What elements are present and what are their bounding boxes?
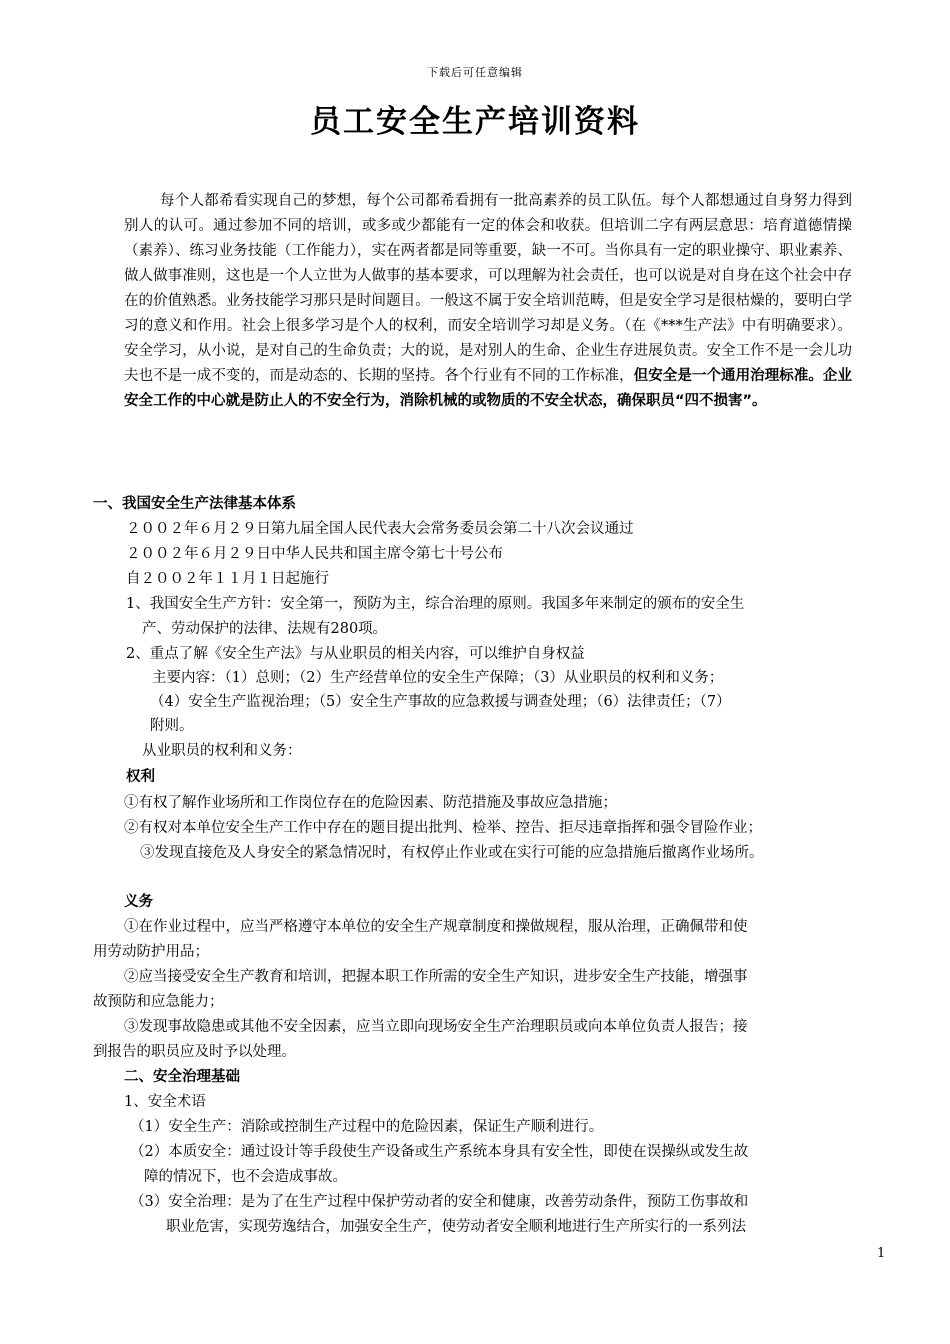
text-line: ２００２年６月２９日第九届全国人民代表大会常务委员会第二十八次会议通过 <box>126 521 634 537</box>
list-item: ②有权对本单位安全生产工作中存在的题目提出批判、检举、控告、拒尽违章指挥和强令冒险作业； <box>124 820 762 836</box>
list-item: 到报告的职员应及时予以处理。 <box>93 1044 296 1060</box>
intro-bold-text: 但安全是一个通用治理标准。企业安全工作的中心就是防止人的不安全行为，消除机械的或物质的不安全状态，确保职员“四不损害”。 <box>124 368 852 409</box>
section-heading: 二、安全治理基础 <box>124 1069 240 1085</box>
page-header: 下载后可任意编辑 <box>427 66 523 79</box>
list-item: ③发现事故隐患或其他不安全因素，应当立即向现场安全生产治理职员或向本单位负责人报告；接 <box>124 1019 748 1035</box>
text-line: ２００２年６月２９日中华人民共和国主席令第七十号公布 <box>126 546 503 562</box>
list-item: ①有权了解作业场所和工作岗位存在的危险因素、防范措施及事故应急措施； <box>124 795 617 811</box>
text-line: 1、安全术语 <box>124 1094 206 1110</box>
text-line: 2、重点了解《安全生产法》与从业职员的相关内容，可以维护自身权益 <box>126 646 585 662</box>
text-line: 1、我国安全生产方针：安全第一，预防为主，综合治理的原则。我国多年来制定的颁布的安全生 <box>126 596 745 612</box>
text-line: （4）安全生产监视治理；（5）安全生产事故的应急救援与调查处理；（6）法律责任；（7） <box>150 694 731 710</box>
section-heading: 一、我国安全生产法律基本体系 <box>93 496 296 512</box>
text-line: （1）安全生产：消除或控制生产过程中的危险因素，保证生产顺利进行。 <box>130 1119 604 1135</box>
text-line: 产、劳动保护的法律、法规有280项。 <box>142 621 388 637</box>
list-item: ①在作业过程中，应当严格遵守本单位的安全生产规章制度和操做规程，服从治理，正确佩带和使 <box>124 919 748 935</box>
list-item: 故预防和应急能力； <box>93 994 224 1010</box>
list-item: ③发现直接危及人身安全的紧急情况时，有权停止作业或在实行可能的应急措施后撤离作业场所。 <box>140 845 764 861</box>
document-title: 员工安全生产培训资料 <box>310 104 640 140</box>
page-number: 1 <box>877 1246 886 1261</box>
text-line: 障的情况下，也不会造成事故。 <box>144 1169 347 1185</box>
text-line: 自２００２年１１月１日起施行 <box>126 571 329 587</box>
list-item: 用劳动防护用品； <box>93 944 209 960</box>
intro-text: 每个人都希看实现自己的梦想，每个公司都希看拥有一批高素养的员工队伍。每个人都想通过自身努力得到别人的认可。通过参加不同的培训，或多或少都能有一定的体会和收获。但培训二字有两层意思：培育道德情操（素养）、练习业务技能（工作能力），实在两者都是同等重要，缺一不可。当你具有一定的职业操守、职业素养、做人做事准则，这也是一个人立世为人做事的基本要求，可以理解为社会责任，也可以说是对自身在这个社会中存在的价值熟悉。业务技能学习那只是时间题目。一般这不属于安全培训范畴，但是安全学习是很枯燥的，要明白学习的意义和作用。社会上很多学习是个人的权利，而安全培训学习却是义务。（在《***生产法》中有明确要求）。安全学习，从小说，是对自己的生命负责；大的说，是对别人的生命、企业生存进展负责。安全工作不是一会儿功夫也不是一成不变的，而是动态的、长期的坚持。各个行业有不同的工作标准， <box>124 193 852 384</box>
subsection-heading: 义务 <box>124 894 153 910</box>
subsection-heading: 权利 <box>126 769 155 785</box>
text-line: （2）本质安全：通过设计等手段使生产设备或生产系统本身具有安全性，即使在误操纵或发生故 <box>130 1144 749 1160</box>
text-line: 从业职员的权利和义务： <box>142 743 302 759</box>
intro-paragraph <box>124 189 852 414</box>
text-line: 附则。 <box>150 718 194 734</box>
text-line: （3）安全治理：是为了在生产过程中保护劳动者的安全和健康，改善劳动条件，预防工伤事故和 <box>130 1194 749 1210</box>
list-item: ②应当接受安全生产教育和培训，把握本职工作所需的安全生产知识，进步安全生产技能，增强事 <box>124 969 748 985</box>
text-line: 职业危害，实现劳逸结合，加强安全生产，使劳动者安全顺利地进行生产所实行的一系列法 <box>166 1219 746 1235</box>
text-line: 主要内容：（1）总则；（2）生产经营单位的安全生产保障；（3）从业职员的权利和义务； <box>152 670 724 686</box>
